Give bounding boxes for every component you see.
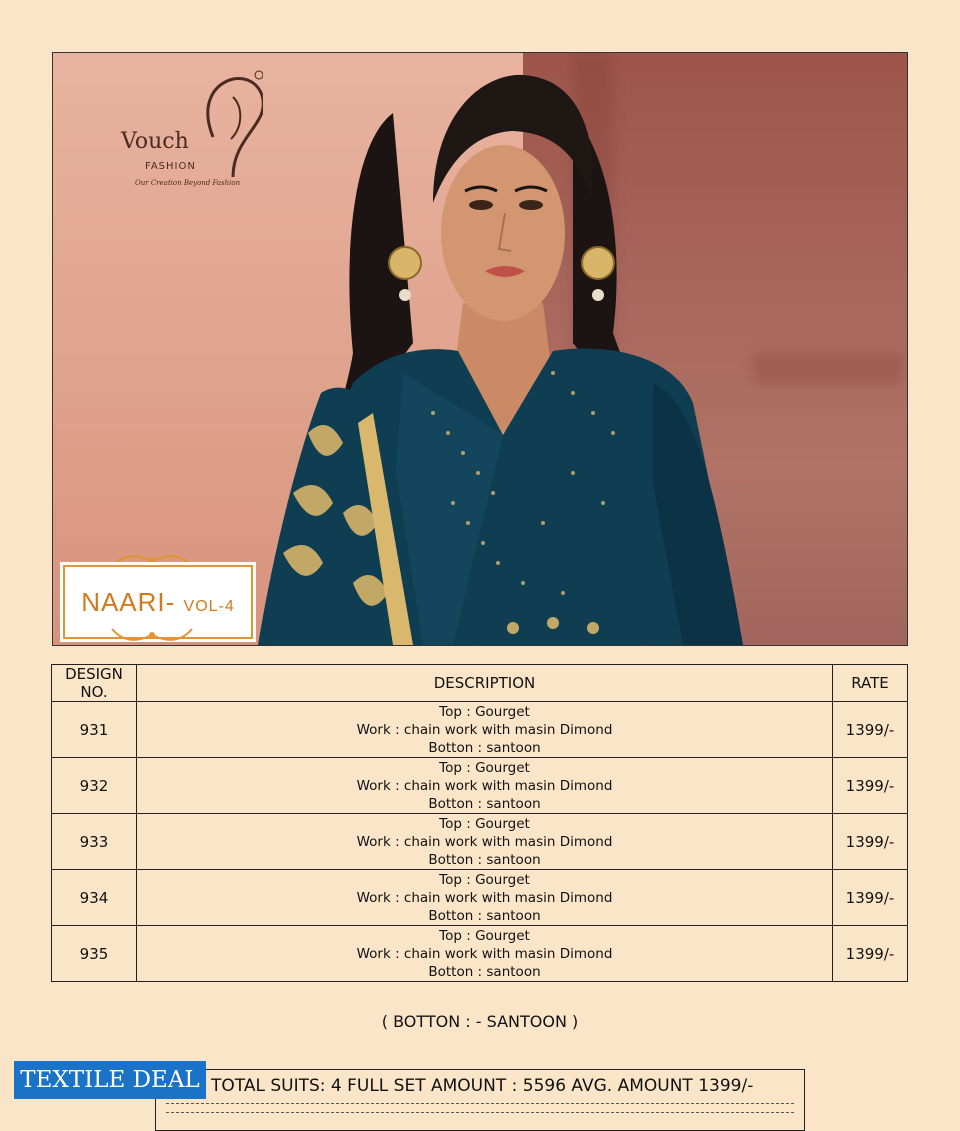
header-design-no: DESIGN NO. — [52, 665, 137, 702]
design-no: 931 — [52, 702, 137, 758]
table-row — [52, 814, 908, 870]
rate: 1399/- — [833, 814, 908, 870]
botton-note: ( BOTTON : - SANTOON ) — [381, 1012, 579, 1031]
table-row — [52, 870, 908, 926]
collection-volume: VOL-4 — [183, 597, 235, 615]
rate: 1399/- — [833, 926, 908, 982]
description-cell: Top : Gourget Work : chain work with masin Dimond Botton : santoon — [137, 814, 833, 870]
description-cell: Top : Gourget Work : chain work with masin Dimond Botton : santoon — [137, 926, 833, 982]
summary-rule — [166, 1103, 794, 1113]
brand-name: Vouch — [121, 129, 189, 154]
design-no: 934 — [52, 870, 137, 926]
table-row — [52, 702, 908, 758]
textile-deal-watermark: TEXTILE DEAL — [14, 1061, 206, 1099]
hero-image — [52, 52, 908, 646]
table-header-row — [52, 665, 908, 702]
design-no: 935 — [52, 926, 137, 982]
brand-logo — [83, 67, 263, 193]
rate: 1399/- — [833, 702, 908, 758]
design-no: 932 — [52, 758, 137, 814]
summary-box — [155, 1069, 805, 1131]
description-cell: Top : Gourget Work : chain work with masin Dimond Botton : santoon — [137, 870, 833, 926]
design-no: 933 — [52, 814, 137, 870]
header-description: DESCRIPTION — [137, 665, 833, 702]
header-rate: RATE — [833, 665, 908, 702]
summary-text: TOTAL SUITS: 4 FULL SET AMOUNT : 5596 AVG. AMOUNT 1399/- — [211, 1076, 754, 1096]
description-cell: Top : Gourget Work : chain work with masin Dimond Botton : santoon — [137, 702, 833, 758]
table-row — [52, 758, 908, 814]
brand-tagline: Our Creation Beyond Fashion — [135, 179, 241, 187]
table-row — [52, 926, 908, 982]
description-cell: Top : Gourget Work : chain work with masin Dimond Botton : santoon — [137, 758, 833, 814]
collection-title: NAARI- VOL-4 — [81, 586, 235, 617]
brand-sub: FASHION — [145, 161, 196, 172]
rate: 1399/- — [833, 870, 908, 926]
ornament-bottom-icon — [107, 625, 197, 646]
rate: 1399/- — [833, 758, 908, 814]
design-table — [51, 664, 908, 982]
